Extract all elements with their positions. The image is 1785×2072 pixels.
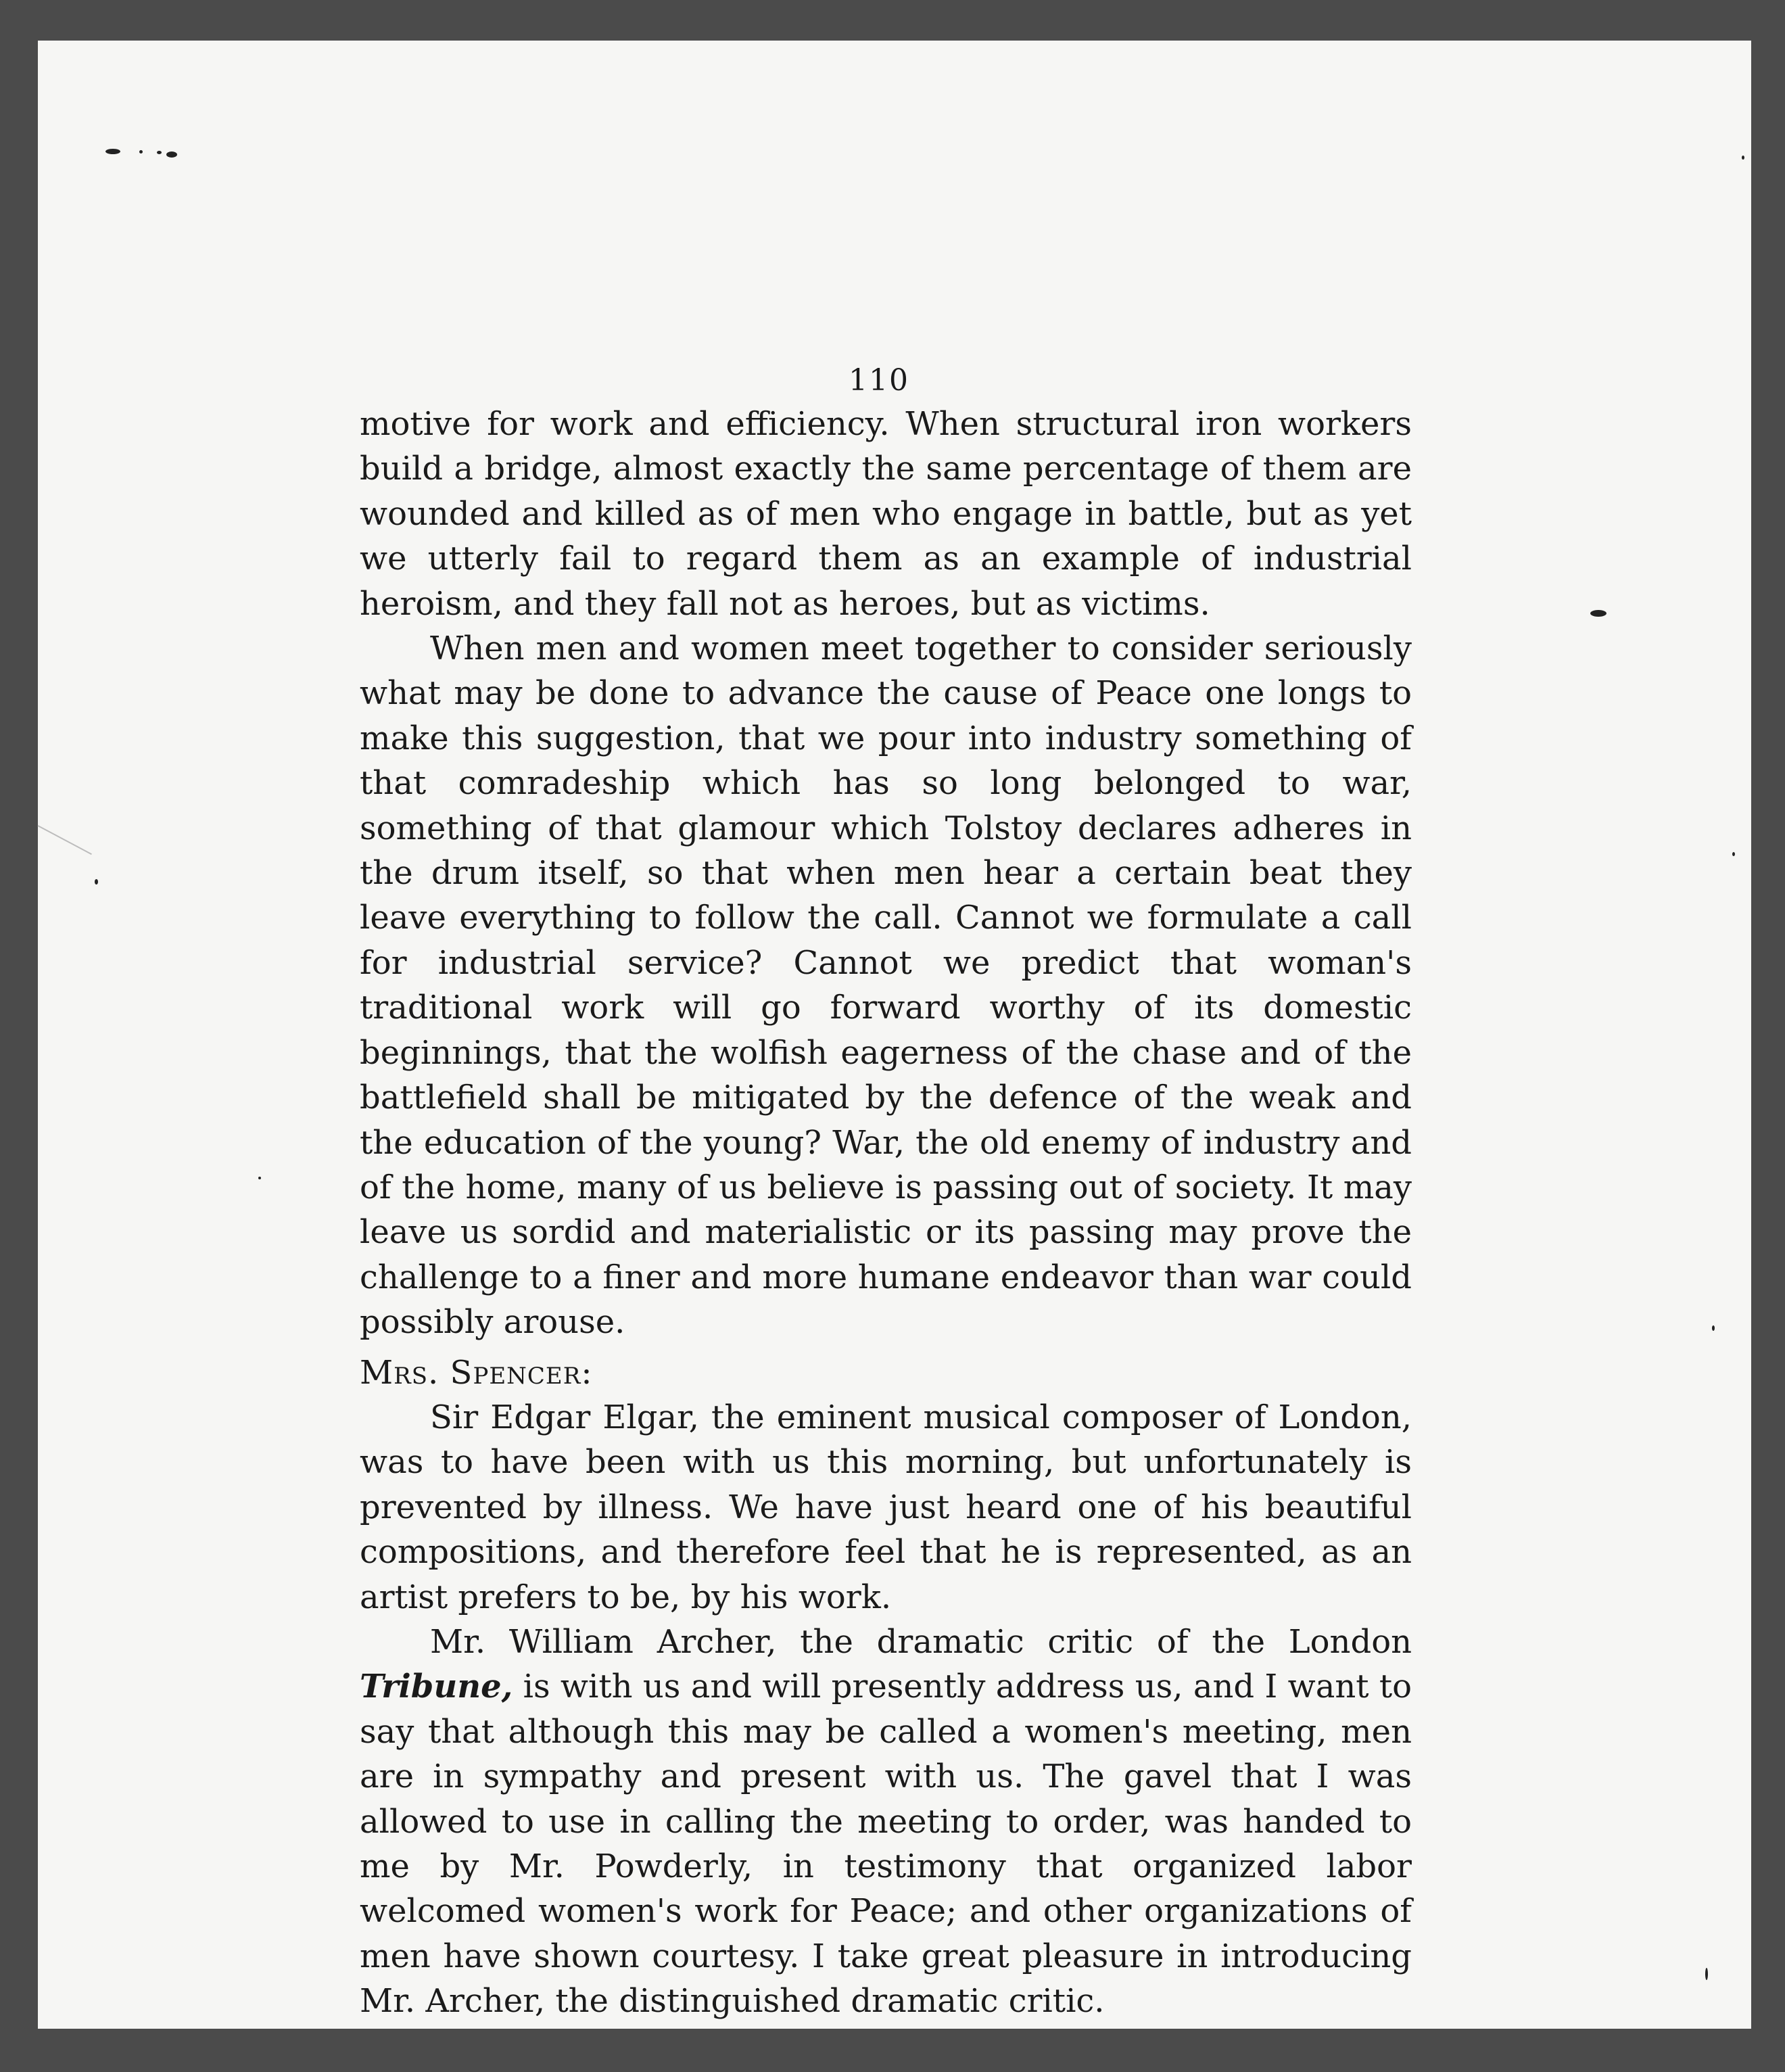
scan-speck bbox=[166, 151, 177, 158]
paragraph: Sir Edgar Elgar, the eminent musical composer of London, was to have been with us this morning, but unfortunately is prevented by illness. We have just heard one of his beautiful compositions, and therefore feel that he is represented, as an artist prefers to be, by his work. bbox=[360, 1398, 1412, 1616]
paragraph: motive for work and efficiency. When structural iron workers build a bridge, almost exactly the same percentage of them are wounded and killed as of men who engage in battle, but as yet we utterly fail to regard them as an example of industrial heroism, and they fall not as heroes, but as victims. bbox=[360, 405, 1412, 623]
paragraph bbox=[360, 1620, 1412, 2024]
scan-speck bbox=[1712, 1325, 1715, 1331]
scan-speck bbox=[1732, 852, 1735, 856]
paragraph-text: is with us and will presently address us, and I want to say that although this may be called a women's meeting, men are in sympathy and present with us. The gavel that I was allowed to use in calling the meeting to order, was handed to me by Mr. Powderly, in testimony that organized labor welcomed women's work for Peace; and other organizations of men have shown courtesy. I take great pleasure in introducing Mr. Archer, the distinguished dramatic critic. bbox=[360, 1668, 1412, 2021]
speaker-heading: Mrs. Spencer: bbox=[360, 1353, 593, 1392]
scan-speck bbox=[258, 1177, 261, 1179]
scan-speck bbox=[1590, 610, 1606, 617]
newspaper-title: Tribune, bbox=[360, 1668, 513, 1706]
page-text bbox=[360, 358, 1412, 2024]
scanned-page bbox=[38, 41, 1751, 2029]
paragraph-text: Mr. William Archer, the dramatic critic of the London bbox=[430, 1622, 1412, 1661]
scan-streak bbox=[38, 825, 92, 855]
scan-speck bbox=[105, 149, 120, 154]
scan-speck bbox=[95, 879, 98, 885]
scan-speck bbox=[157, 151, 162, 154]
scan-speck bbox=[139, 150, 143, 154]
paragraph: When men and women meet together to consider seriously what may be done to advance the cause of Peace one longs to make this suggestion, that we pour into industry something of that comradeship which has so long belonged to war, something of that glamour which Tolstoy declares adheres in the drum itself, so that when men hear a certain beat they leave everything to follow the call. Cannot we formulate a call for industrial service? Cannot we predict that woman's traditional work will go forward worthy of its domestic beginnings, that the wolfish eagerness of the chase and of the battlefield shall be mitigated by the defence of the weak and the education of the young? War, the old enemy of industry and of the home, many of us believe is passing out of society. It may leave us sordid and materialistic or its passing may prove the challenge to a finer and more humane endeavor than war could possibly arouse. bbox=[360, 630, 1412, 1342]
page-number: 110 bbox=[849, 363, 909, 398]
scan-speck bbox=[1705, 1968, 1708, 1980]
scan-speck bbox=[1742, 156, 1744, 160]
